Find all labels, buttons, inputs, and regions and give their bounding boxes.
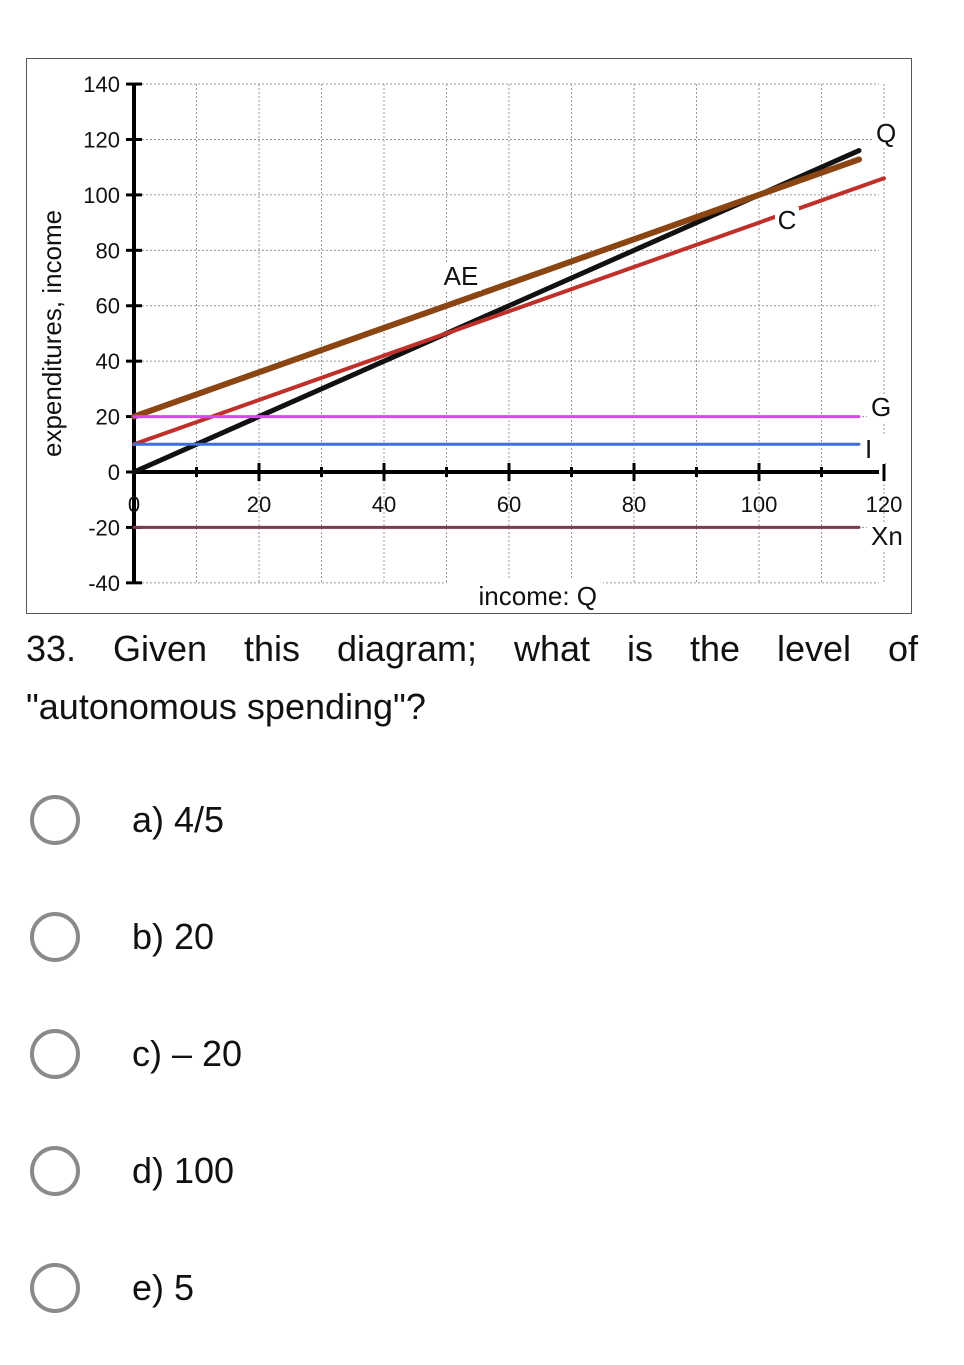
- option-b[interactable]: [30, 907, 215, 967]
- x-tick-label: 40: [371, 492, 397, 517]
- series-label-g: G: [871, 392, 892, 422]
- series-line-ae: [134, 159, 859, 416]
- y-tick-label: -20: [88, 515, 120, 541]
- x-tick-label: 80: [621, 492, 647, 517]
- y-tick-label: 40: [95, 349, 120, 375]
- y-tick-label: 60: [95, 293, 120, 319]
- radio-button[interactable]: [30, 1029, 80, 1079]
- question-text: 33. Given this diagram; what is the level of "autonomous spending"?: [26, 628, 918, 727]
- y-tick-label: -40: [88, 570, 120, 596]
- series-label-xn: Xn: [871, 521, 903, 551]
- y-tick-label: 0: [107, 460, 120, 485]
- x-tick-label: 60: [496, 492, 522, 517]
- y-tick-label: 80: [95, 238, 120, 264]
- y-axis-title: expenditures, income: [37, 209, 67, 458]
- option-c[interactable]: [30, 1024, 243, 1084]
- option-label: e) 5: [132, 1267, 195, 1308]
- option-d[interactable]: [30, 1141, 235, 1201]
- series-label-q: Q: [876, 118, 897, 148]
- option-label: d) 100: [132, 1150, 235, 1191]
- series-label-ae: AE: [443, 261, 479, 291]
- radio-button[interactable]: [30, 1146, 80, 1196]
- x-tick-label: 20: [246, 492, 272, 517]
- series-label-c: C: [777, 205, 797, 235]
- option-label: a) 4/5: [132, 799, 225, 840]
- option-label: b) 20: [132, 916, 215, 957]
- series-label-i: I: [865, 434, 873, 464]
- chart-frame: [26, 58, 912, 614]
- y-tick-label: 100: [83, 182, 120, 208]
- radio-button[interactable]: [30, 912, 80, 962]
- option-a[interactable]: [30, 790, 225, 850]
- y-tick-label: 140: [83, 72, 120, 98]
- x-tick-label: 0: [127, 492, 141, 517]
- option-label: c) – 20: [132, 1033, 243, 1074]
- option-e[interactable]: [30, 1258, 195, 1318]
- y-tick-label: 20: [95, 404, 120, 430]
- radio-button[interactable]: [30, 1263, 80, 1313]
- macro-chart: [27, 59, 913, 615]
- x-axis-title: income: Q: [478, 581, 597, 611]
- radio-button[interactable]: [30, 795, 80, 845]
- y-tick-label: 120: [83, 127, 120, 153]
- x-tick-label: 100: [740, 492, 778, 517]
- x-tick-label: 120: [865, 492, 903, 517]
